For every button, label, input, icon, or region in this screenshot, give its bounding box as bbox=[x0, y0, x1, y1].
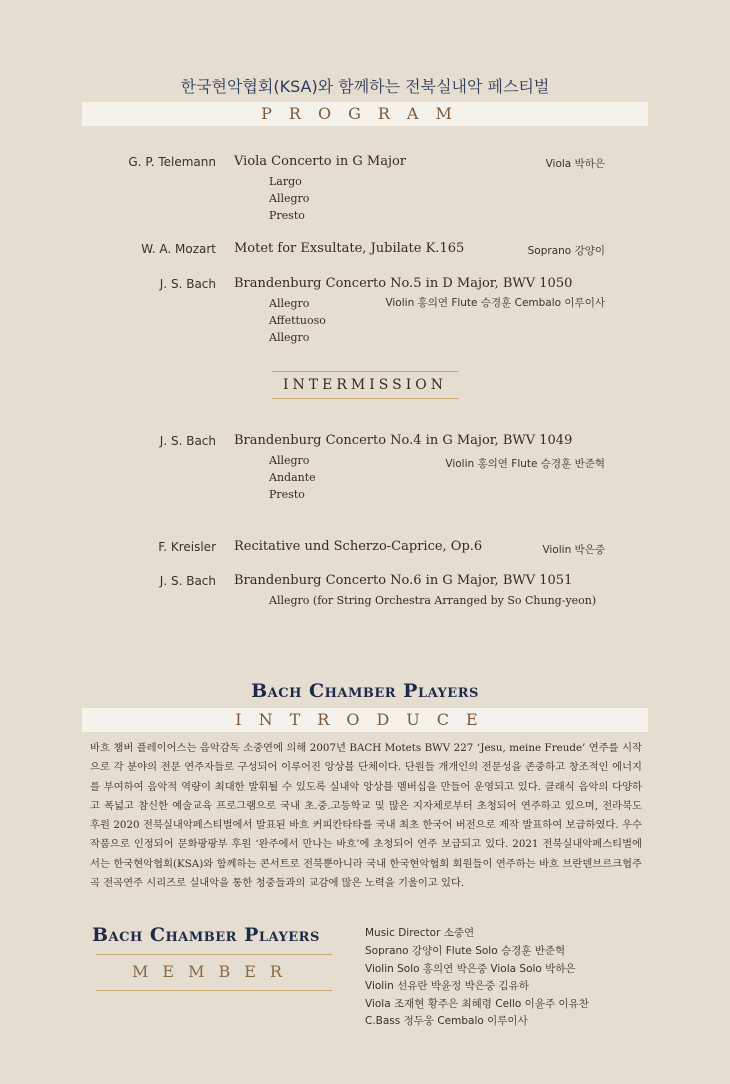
intermission-divider bbox=[272, 371, 458, 399]
ensemble-heading: Bach Chamber Players bbox=[251, 680, 479, 702]
movement: Allegro bbox=[269, 454, 310, 467]
divider-line bbox=[272, 371, 458, 372]
program-label: PROGRAM bbox=[261, 104, 469, 123]
movement: Allegro bbox=[269, 297, 310, 310]
member-line: Viola 조재현 황주은 최혜령 Cello 이윤주 이유찬 bbox=[365, 998, 589, 1010]
composer-name: J. S. Bach bbox=[159, 574, 216, 588]
performers: Violin 박은중 bbox=[542, 544, 605, 556]
composer-name: J. S. Bach bbox=[159, 434, 216, 448]
composer-name: W. A. Mozart bbox=[141, 242, 216, 256]
work-title: Brandenburg Concerto No.4 in G Major, BWV 1049 bbox=[234, 433, 573, 448]
movement: Andante bbox=[269, 471, 316, 484]
movement: Presto bbox=[269, 209, 305, 222]
composer-name: G. P. Telemann bbox=[128, 155, 216, 169]
performers: Violin 홍의연 Flute 승경훈 반준혁 bbox=[445, 458, 605, 470]
program-band bbox=[82, 102, 648, 126]
work-title: Viola Concerto in G Major bbox=[234, 154, 407, 169]
work-title: Brandenburg Concerto No.5 in D Major, BWV 1050 bbox=[234, 276, 573, 291]
performers: Soprano 강양이 bbox=[527, 245, 605, 257]
member-heading: Bach Chamber Players bbox=[92, 924, 320, 946]
work-title: Recitative und Scherzo-Caprice, Op.6 bbox=[234, 539, 483, 554]
member-label: MEMBER bbox=[132, 962, 296, 981]
divider-line bbox=[272, 398, 458, 399]
intermission-label: INTERMISSION bbox=[283, 377, 447, 393]
member-line: Violin 선유란 박윤정 박은중 김유하 bbox=[365, 980, 529, 992]
member-line: Soprano 강양이 Flute Solo 승경훈 반준혁 bbox=[365, 945, 566, 957]
member-line: Music Director 소중연 bbox=[365, 927, 475, 939]
movement: Allegro bbox=[269, 331, 310, 344]
introduce-label: INTRODUCE bbox=[235, 710, 495, 729]
performers: Viola 박하은 bbox=[545, 158, 605, 170]
divider-line bbox=[96, 954, 332, 955]
movement: Allegro bbox=[269, 192, 310, 205]
divider-line bbox=[96, 990, 332, 991]
work-title: Motet for Exsultate, Jubilate K.165 bbox=[234, 241, 465, 256]
composer-name: F. Kreisler bbox=[158, 540, 216, 554]
composer-name: J. S. Bach bbox=[159, 277, 216, 291]
work-title: Brandenburg Concerto No.6 in G Major, BWV 1051 bbox=[234, 573, 573, 588]
introduce-band bbox=[82, 708, 648, 732]
page-title: 한국현악협회(KSA)와 함께하는 전북실내악 페스티벌 bbox=[180, 77, 550, 96]
movement: Allegro (for String Orchestra Arranged by So Chung-yeon) bbox=[269, 594, 597, 607]
member-line: Violin Solo 홍의연 박은중 Viola Solo 박하은 bbox=[365, 963, 576, 975]
member-line: C.Bass 정두웅 Cembalo 이루이사 bbox=[365, 1015, 528, 1027]
movement: Affettuoso bbox=[269, 314, 326, 327]
performers: Violin 홍의연 Flute 승경훈 Cembalo 이루이사 bbox=[385, 297, 605, 309]
movement: Presto bbox=[269, 488, 305, 501]
ensemble-introduction: 바흐 챔버 플레이어스는 음악감독 소중연에 의해 2007년 BACH Motets BWV 227 ‘Jesu, meine Freude’ 연주를 시작으로 각 분야의 전문 연주자들로 구성되어 이루어진 앙상블 단체이다. 단원들 개개인의 전문성을 존중하고 창조적인 에너지를 부여하여 음악적 역량이 최대한 발휘될 수 있도록 실내악 앙상블 멤버십을 만들어 운영되고 있다. 클래식 음악의 다양하고 폭넓고 참신한 예술교육 프로그램으로 국내 초.중.고등학교 및 많은 지자체로부터 초청되어 연주하고 있으며, 전라북도 후원 2020 전북실내악페스티벌에서 발표된 바흐 커피칸타타를 국내 최초 한국어 버전으로 제작 발표하여 보급하였다. 우수작품으로 인정되어 문화팡팡부 후원 ‘완주에서 만나는 바흐’에 초청되어 연주 보급되고 있다. 2021 전북실내악페스티벌에서는 한국현악협회(KSA)와 함께하는 콘서트로 전북뿐아니라 국내 한국현악협회 회원들이 연주하는 바흐 브란덴브르크협주곡 전곡연주 시리즈로 실내악을 통한 청중들과의 교감에 많은 노력을 기울이고 있다. bbox=[90, 742, 642, 890]
movement: Largo bbox=[269, 175, 302, 188]
